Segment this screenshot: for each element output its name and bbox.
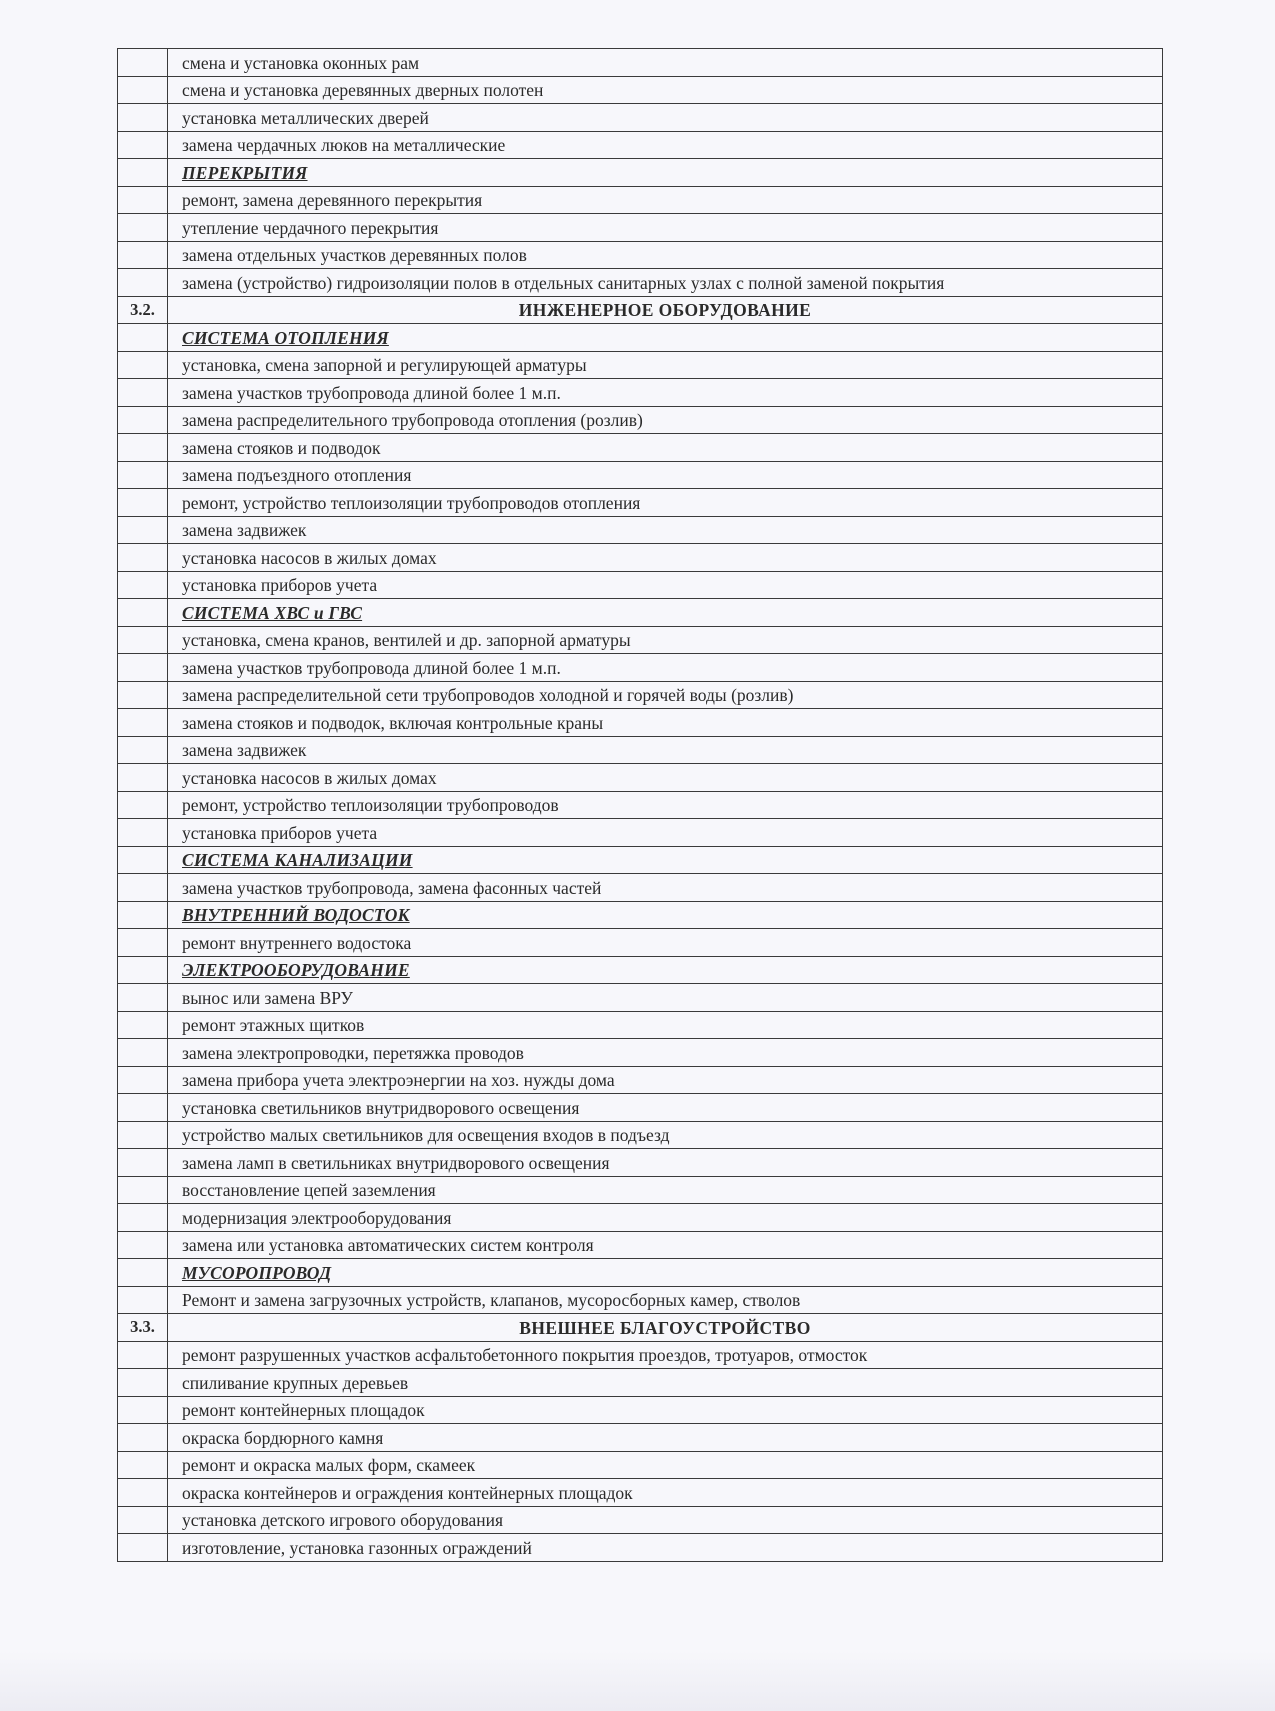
work-item-text: замена участков трубопровода, замена фасонных частей bbox=[168, 874, 1163, 902]
work-item-text: замена стояков и подводок bbox=[168, 434, 1163, 462]
work-item-text: установка насосов в жилых домах bbox=[168, 544, 1163, 572]
work-item-text: замена участков трубопровода длиной более 1 м.п. bbox=[168, 654, 1163, 682]
work-item-text: ремонт, устройство теплоизоляции трубопроводов отопления bbox=[168, 489, 1163, 517]
table-row bbox=[118, 186, 1163, 214]
table-row bbox=[118, 681, 1163, 709]
row-number bbox=[118, 874, 168, 902]
work-item-text: замена ламп в светильниках внутридворового освещения bbox=[168, 1149, 1163, 1177]
work-item-text: замена прибора учета электроэнергии на хоз. нужды дома bbox=[168, 1066, 1163, 1094]
row-number bbox=[118, 1231, 168, 1259]
work-item-text: смена и установка оконных рам bbox=[168, 49, 1163, 77]
row-number bbox=[118, 104, 168, 132]
table-row bbox=[118, 1396, 1163, 1424]
work-item-text: изготовление, установка газонных ограждений bbox=[168, 1534, 1163, 1562]
subsection-row bbox=[118, 846, 1163, 874]
row-number bbox=[118, 241, 168, 269]
row-number bbox=[118, 1424, 168, 1452]
table-row bbox=[118, 1204, 1163, 1232]
table-row bbox=[118, 1534, 1163, 1562]
row-number bbox=[118, 1534, 168, 1562]
work-item-text: модернизация электрооборудования bbox=[168, 1204, 1163, 1232]
row-number bbox=[118, 351, 168, 379]
table-row bbox=[118, 241, 1163, 269]
row-number bbox=[118, 929, 168, 957]
row-number bbox=[118, 1011, 168, 1039]
row-number bbox=[118, 1451, 168, 1479]
subsection-row bbox=[118, 1259, 1163, 1287]
table-row bbox=[118, 764, 1163, 792]
table-row bbox=[118, 351, 1163, 379]
work-item-text: замена стояков и подводок, включая контрольные краны bbox=[168, 709, 1163, 737]
row-number bbox=[118, 324, 168, 352]
work-item-text: замена подъездного отопления bbox=[168, 461, 1163, 489]
row-number bbox=[118, 764, 168, 792]
row-number bbox=[118, 379, 168, 407]
row-number bbox=[118, 1259, 168, 1287]
row-number bbox=[118, 626, 168, 654]
work-item-text: замена (устройство) гидроизоляции полов в отдельных санитарных узлах с полной заменой покрытия bbox=[168, 269, 1163, 297]
table-row bbox=[118, 1231, 1163, 1259]
work-item-text: окраска контейнеров и ограждения контейнерных площадок bbox=[168, 1479, 1163, 1507]
section-row bbox=[118, 296, 1163, 324]
subsection-title: ПЕРЕКРЫТИЯ bbox=[168, 159, 1163, 187]
row-number bbox=[118, 1341, 168, 1369]
table-row bbox=[118, 1341, 1163, 1369]
table-row bbox=[118, 1506, 1163, 1534]
row-number bbox=[118, 1506, 168, 1534]
work-item-text: утепление чердачного перекрытия bbox=[168, 214, 1163, 242]
row-number bbox=[118, 131, 168, 159]
row-number bbox=[118, 434, 168, 462]
table-row bbox=[118, 1066, 1163, 1094]
subsection-row bbox=[118, 599, 1163, 627]
table-row bbox=[118, 736, 1163, 764]
table-row bbox=[118, 626, 1163, 654]
row-number bbox=[118, 901, 168, 929]
table-row bbox=[118, 819, 1163, 847]
section-title: ИНЖЕНЕРНОЕ ОБОРУДОВАНИЕ bbox=[168, 296, 1163, 324]
work-item-text: ремонт и окраска малых форм, скамеек bbox=[168, 1451, 1163, 1479]
subsection-title: ЭЛЕКТРООБОРУДОВАНИЕ bbox=[168, 956, 1163, 984]
work-item-text: установка приборов учета bbox=[168, 819, 1163, 847]
table-row bbox=[118, 874, 1163, 902]
work-item-text: замена электропроводки, перетяжка проводов bbox=[168, 1039, 1163, 1067]
work-item-text: установка металлических дверей bbox=[168, 104, 1163, 132]
table-row bbox=[118, 1011, 1163, 1039]
work-item-text: замена распределительной сети трубопроводов холодной и горячей воды (розлив) bbox=[168, 681, 1163, 709]
table-row bbox=[118, 1479, 1163, 1507]
subsection-row bbox=[118, 159, 1163, 187]
row-number bbox=[118, 214, 168, 242]
row-number: 3.2. bbox=[118, 296, 168, 324]
row-number: 3.3. bbox=[118, 1314, 168, 1342]
table-row bbox=[118, 76, 1163, 104]
work-item-text: ремонт разрушенных участков асфальтобетонного покрытия проездов, тротуаров, отмосток bbox=[168, 1341, 1163, 1369]
row-number bbox=[118, 1066, 168, 1094]
work-item-text: ремонт внутреннего водостока bbox=[168, 929, 1163, 957]
row-number bbox=[118, 819, 168, 847]
section-row bbox=[118, 1314, 1163, 1342]
subsection-title: СИСТЕМА КАНАЛИЗАЦИИ bbox=[168, 846, 1163, 874]
work-item-text: установка детского игрового оборудования bbox=[168, 1506, 1163, 1534]
subsection-title: СИСТЕМА ХВС и ГВС bbox=[168, 599, 1163, 627]
row-number bbox=[118, 736, 168, 764]
work-item-text: ремонт, замена деревянного перекрытия bbox=[168, 186, 1163, 214]
row-number bbox=[118, 1149, 168, 1177]
table-row bbox=[118, 489, 1163, 517]
table-row bbox=[118, 461, 1163, 489]
scan-edge-shadow bbox=[0, 1651, 1275, 1711]
row-number bbox=[118, 516, 168, 544]
table-row bbox=[118, 104, 1163, 132]
row-number bbox=[118, 1286, 168, 1314]
work-item-text: замена участков трубопровода длиной более 1 м.п. bbox=[168, 379, 1163, 407]
row-number bbox=[118, 186, 168, 214]
row-number bbox=[118, 1204, 168, 1232]
row-number bbox=[118, 49, 168, 77]
table-row bbox=[118, 1286, 1163, 1314]
work-item-text: смена и установка деревянных дверных полотен bbox=[168, 76, 1163, 104]
work-item-text: установка приборов учета bbox=[168, 571, 1163, 599]
row-number bbox=[118, 1479, 168, 1507]
work-item-text: замена задвижек bbox=[168, 516, 1163, 544]
row-number bbox=[118, 1176, 168, 1204]
table-row bbox=[118, 49, 1163, 77]
table-row bbox=[118, 131, 1163, 159]
table-row bbox=[118, 1094, 1163, 1122]
row-number bbox=[118, 406, 168, 434]
work-item-text: замена отдельных участков деревянных полов bbox=[168, 241, 1163, 269]
table-row bbox=[118, 1039, 1163, 1067]
work-item-text: Ремонт и замена загрузочных устройств, клапанов, мусоросборных камер, стволов bbox=[168, 1286, 1163, 1314]
row-number bbox=[118, 846, 168, 874]
row-number bbox=[118, 681, 168, 709]
work-item-text: окраска бордюрного камня bbox=[168, 1424, 1163, 1452]
table-row bbox=[118, 214, 1163, 242]
table-row bbox=[118, 379, 1163, 407]
row-number bbox=[118, 159, 168, 187]
row-number bbox=[118, 956, 168, 984]
work-item-text: ремонт контейнерных площадок bbox=[168, 1396, 1163, 1424]
work-item-text: замена распределительного трубопровода отопления (розлив) bbox=[168, 406, 1163, 434]
row-number bbox=[118, 791, 168, 819]
table-row bbox=[118, 1451, 1163, 1479]
work-item-text: спиливание крупных деревьев bbox=[168, 1369, 1163, 1397]
work-item-text: ремонт этажных щитков bbox=[168, 1011, 1163, 1039]
row-number bbox=[118, 1121, 168, 1149]
work-item-text: вынос или замена ВРУ bbox=[168, 984, 1163, 1012]
table-row bbox=[118, 791, 1163, 819]
work-item-text: замена или установка автоматических систем контроля bbox=[168, 1231, 1163, 1259]
subsection-row bbox=[118, 901, 1163, 929]
table-row bbox=[118, 654, 1163, 682]
table-row bbox=[118, 709, 1163, 737]
table-row bbox=[118, 434, 1163, 462]
table-row bbox=[118, 984, 1163, 1012]
work-item-text: восстановление цепей заземления bbox=[168, 1176, 1163, 1204]
subsection-row bbox=[118, 956, 1163, 984]
subsection-title: СИСТЕМА ОТОПЛЕНИЯ bbox=[168, 324, 1163, 352]
table-row bbox=[118, 1424, 1163, 1452]
row-number bbox=[118, 461, 168, 489]
row-number bbox=[118, 1094, 168, 1122]
section-title: ВНЕШНЕЕ БЛАГОУСТРОЙСТВО bbox=[168, 1314, 1163, 1342]
work-item-text: ремонт, устройство теплоизоляции трубопроводов bbox=[168, 791, 1163, 819]
row-number bbox=[118, 269, 168, 297]
row-number bbox=[118, 709, 168, 737]
table-row bbox=[118, 571, 1163, 599]
table-row bbox=[118, 544, 1163, 572]
table-row bbox=[118, 269, 1163, 297]
table-row bbox=[118, 406, 1163, 434]
work-item-text: замена задвижек bbox=[168, 736, 1163, 764]
table-row bbox=[118, 929, 1163, 957]
subsection-title: МУСОРОПРОВОД bbox=[168, 1259, 1163, 1287]
table-row bbox=[118, 1149, 1163, 1177]
row-number bbox=[118, 571, 168, 599]
row-number bbox=[118, 1369, 168, 1397]
subsection-row bbox=[118, 324, 1163, 352]
subsection-title: ВНУТРЕННИЙ ВОДОСТОК bbox=[168, 901, 1163, 929]
row-number bbox=[118, 544, 168, 572]
table-row bbox=[118, 516, 1163, 544]
row-number bbox=[118, 654, 168, 682]
table-row bbox=[118, 1121, 1163, 1149]
work-item-text: установка, смена кранов, вентилей и др. запорной арматуры bbox=[168, 626, 1163, 654]
row-number bbox=[118, 984, 168, 1012]
work-item-text: установка, смена запорной и регулирующей арматуры bbox=[168, 351, 1163, 379]
work-item-text: установка насосов в жилых домах bbox=[168, 764, 1163, 792]
row-number bbox=[118, 599, 168, 627]
row-number bbox=[118, 1396, 168, 1424]
table-row bbox=[118, 1369, 1163, 1397]
table-row bbox=[118, 1176, 1163, 1204]
work-item-text: устройство малых светильников для освещения входов в подъезд bbox=[168, 1121, 1163, 1149]
works-table bbox=[117, 48, 1163, 1562]
works-table-body bbox=[118, 49, 1163, 1562]
row-number bbox=[118, 489, 168, 517]
row-number bbox=[118, 1039, 168, 1067]
work-item-text: установка светильников внутридворового освещения bbox=[168, 1094, 1163, 1122]
work-item-text: замена чердачных люков на металлические bbox=[168, 131, 1163, 159]
row-number bbox=[118, 76, 168, 104]
